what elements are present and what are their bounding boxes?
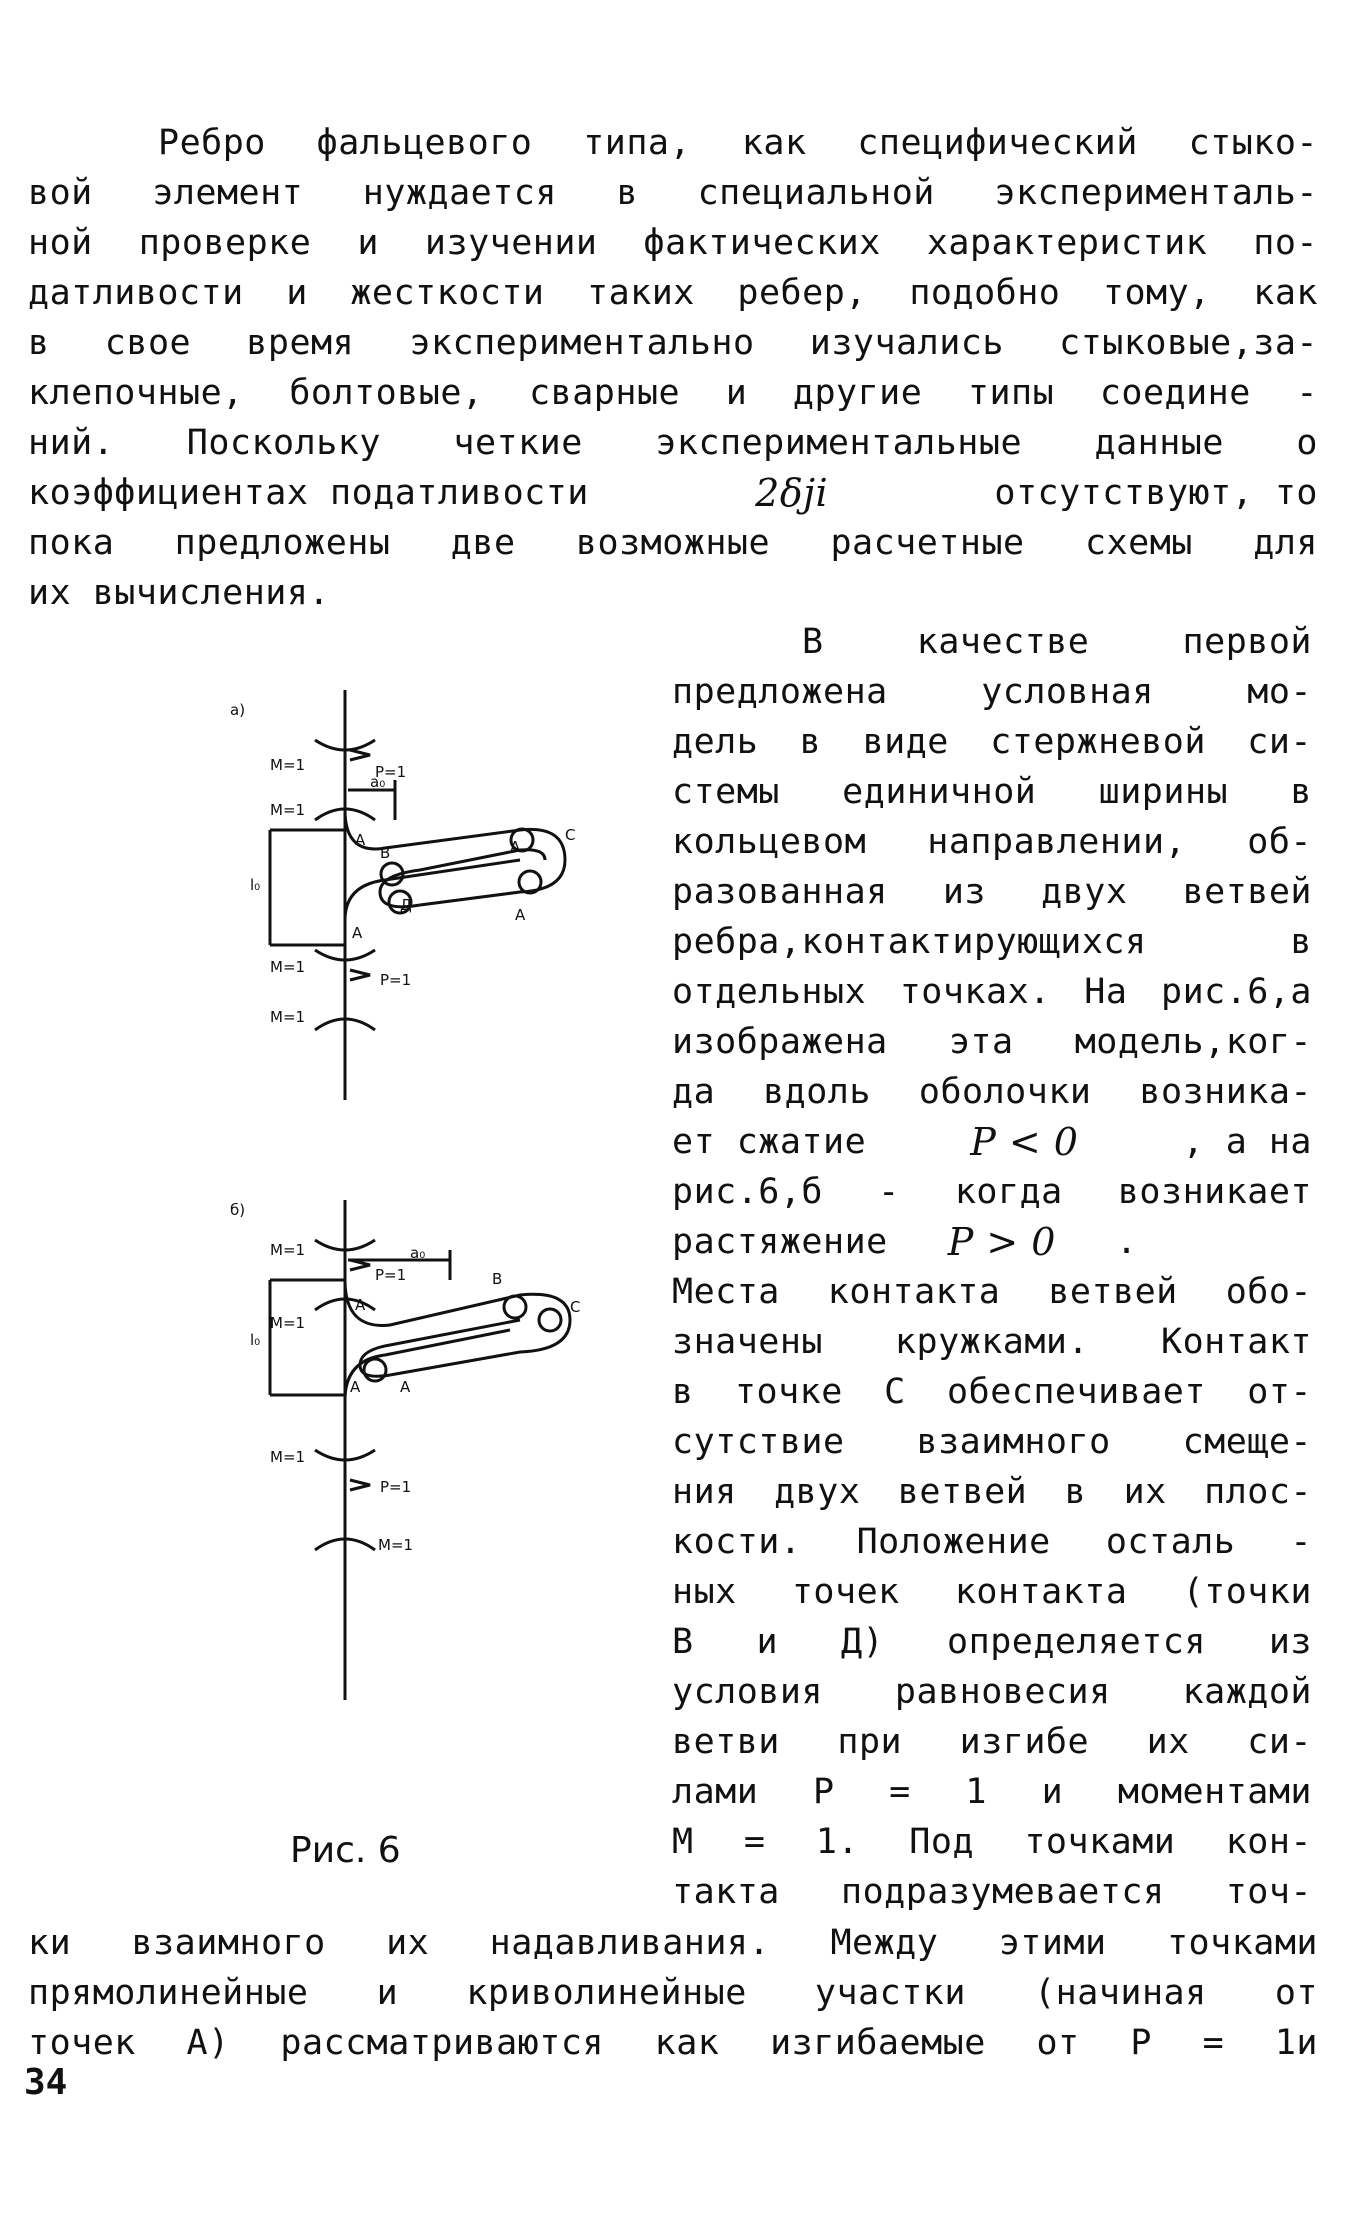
text-line: клепочные, болтовые, сварные и другие типы соедине -	[28, 373, 1318, 413]
column-line: отдельных точках. На рис.6,а	[672, 972, 1312, 1012]
fig-b-p2: P=1	[380, 1478, 412, 1496]
column-line: кольцевом направлении, об-	[672, 822, 1312, 862]
text-line-coefficient	[28, 468, 1318, 518]
fig-b-m4: M=1	[378, 1536, 414, 1554]
fig-b-A1: A	[355, 1296, 366, 1314]
column-line: условия равновесия каждой	[672, 1672, 1312, 1712]
compression-post: , а на	[1182, 1122, 1312, 1162]
column-line: предложена условная мо-	[672, 672, 1312, 712]
column-line-compression	[672, 1118, 1312, 1168]
fig-b-C: C	[570, 1298, 581, 1316]
fig-a-A3: A	[352, 924, 363, 942]
column-line: М = 1. Под точками кон-	[672, 1822, 1312, 1862]
text-line: в свое время экспериментально изучались стыковые,за-	[28, 323, 1318, 363]
fig-b-l0: l₀	[250, 1331, 261, 1349]
text-line: точек А) рассматриваются как изгибаемые от Р = 1и	[28, 2023, 1318, 2063]
tension-pre: растяжение	[672, 1222, 888, 1262]
fig-a-B: B	[380, 844, 391, 862]
column-line: такта подразумевается точ-	[672, 1872, 1312, 1912]
fig-a-A1: A	[355, 831, 366, 849]
column-line: разованная из двух ветвей	[672, 872, 1312, 912]
fig-b-m3: M=1	[270, 1448, 306, 1466]
fig-a-p2: P=1	[380, 971, 412, 989]
fig-a-D: Д	[400, 896, 412, 914]
fig-b-m1: M=1	[270, 1241, 306, 1259]
fig-b-p1: P=1	[375, 1266, 407, 1284]
fig-a-l0: l₀	[250, 876, 261, 894]
fig-a-C: C	[565, 826, 576, 844]
fig-b-A2: A	[350, 1378, 361, 1396]
column-line: ветви при изгибе их си-	[672, 1722, 1312, 1762]
fig-a-m4: M=1	[270, 1008, 306, 1026]
column-line: лами Р = 1 и моментами	[672, 1772, 1312, 1812]
figure-6	[220, 680, 620, 1710]
column-line: В качестве первой	[802, 622, 1312, 662]
coeff-post: отсутствуют, то	[994, 473, 1318, 513]
text-line: ки взаимного их надавливания. Между этими точками	[28, 1923, 1318, 1963]
coeff-formula: 2δji	[755, 471, 829, 515]
tension-post: .	[1115, 1222, 1138, 1262]
column-line-tension	[672, 1218, 1312, 1268]
text-line: Ребро фальцевого типа, как специфический стыко-	[158, 123, 1318, 163]
fig-a-m1: M=1	[270, 756, 306, 774]
text-line: их вычисления.	[28, 573, 331, 613]
figure-caption: Рис. 6	[290, 1830, 401, 1871]
text-line: ний. Поскольку четкие экспериментальные данные о	[28, 423, 1318, 463]
text-line: пока предложены две возможные расчетные схемы для	[28, 523, 1318, 563]
fig-a-A2: A	[510, 838, 521, 856]
text-line: датливости и жесткости таких ребер, подобно тому, как	[28, 273, 1318, 313]
text-line: прямолинейные и криволинейные участки (начиная от	[28, 1973, 1318, 2013]
column-line: стемы единичной ширины в	[672, 772, 1312, 812]
fig-b-a0: a₀	[410, 1244, 426, 1262]
column-line: значены кружками. Контакт	[672, 1322, 1312, 1362]
fig-b-B: B	[492, 1270, 503, 1288]
text-line: ной проверке и изучении фактических характеристик по-	[28, 223, 1318, 263]
column-line: да вдоль оболочки возника-	[672, 1072, 1312, 1112]
column-line: Места контакта ветвей обо-	[672, 1272, 1312, 1312]
fig-b-A3: A	[400, 1378, 411, 1396]
fig-a-A-lower: A	[515, 906, 526, 924]
label-b: б)	[230, 1201, 246, 1219]
fig-a-m3: M=1	[270, 958, 306, 976]
compression-pre: ет сжатие	[672, 1122, 867, 1162]
column-line: кости. Положение осталь -	[672, 1522, 1312, 1562]
column-line: ния двух ветвей в их плос-	[672, 1472, 1312, 1512]
column-line: изображена эта модель,ког-	[672, 1022, 1312, 1062]
column-line: сутствие взаимного смеще-	[672, 1422, 1312, 1462]
fig-b-m2: M=1	[270, 1314, 306, 1332]
compression-formula: P < 0	[970, 1120, 1079, 1164]
column-line: ребра,контактирующихся в	[672, 922, 1312, 962]
label-a: а)	[230, 701, 246, 719]
text-line: вой элемент нуждается в специальной эксперименталь-	[28, 173, 1318, 213]
column-line: дель в виде стержневой си-	[672, 722, 1312, 762]
column-line: рис.6,б - когда возникает	[672, 1172, 1312, 1212]
fig-a-m2: M=1	[270, 801, 306, 819]
fig-a-a0: a₀	[370, 773, 386, 791]
column-line: в точке С обеспечивает от-	[672, 1372, 1312, 1412]
tension-formula: P > 0	[947, 1220, 1056, 1264]
column-line: В и Д) определяется из	[672, 1622, 1312, 1662]
fig-a-p1: P=1	[375, 763, 407, 781]
column-line: ных точек контакта (точки	[672, 1572, 1312, 1612]
coeff-pre: коэффициентах податливости	[28, 473, 589, 513]
page-number: 34	[24, 2062, 68, 2103]
